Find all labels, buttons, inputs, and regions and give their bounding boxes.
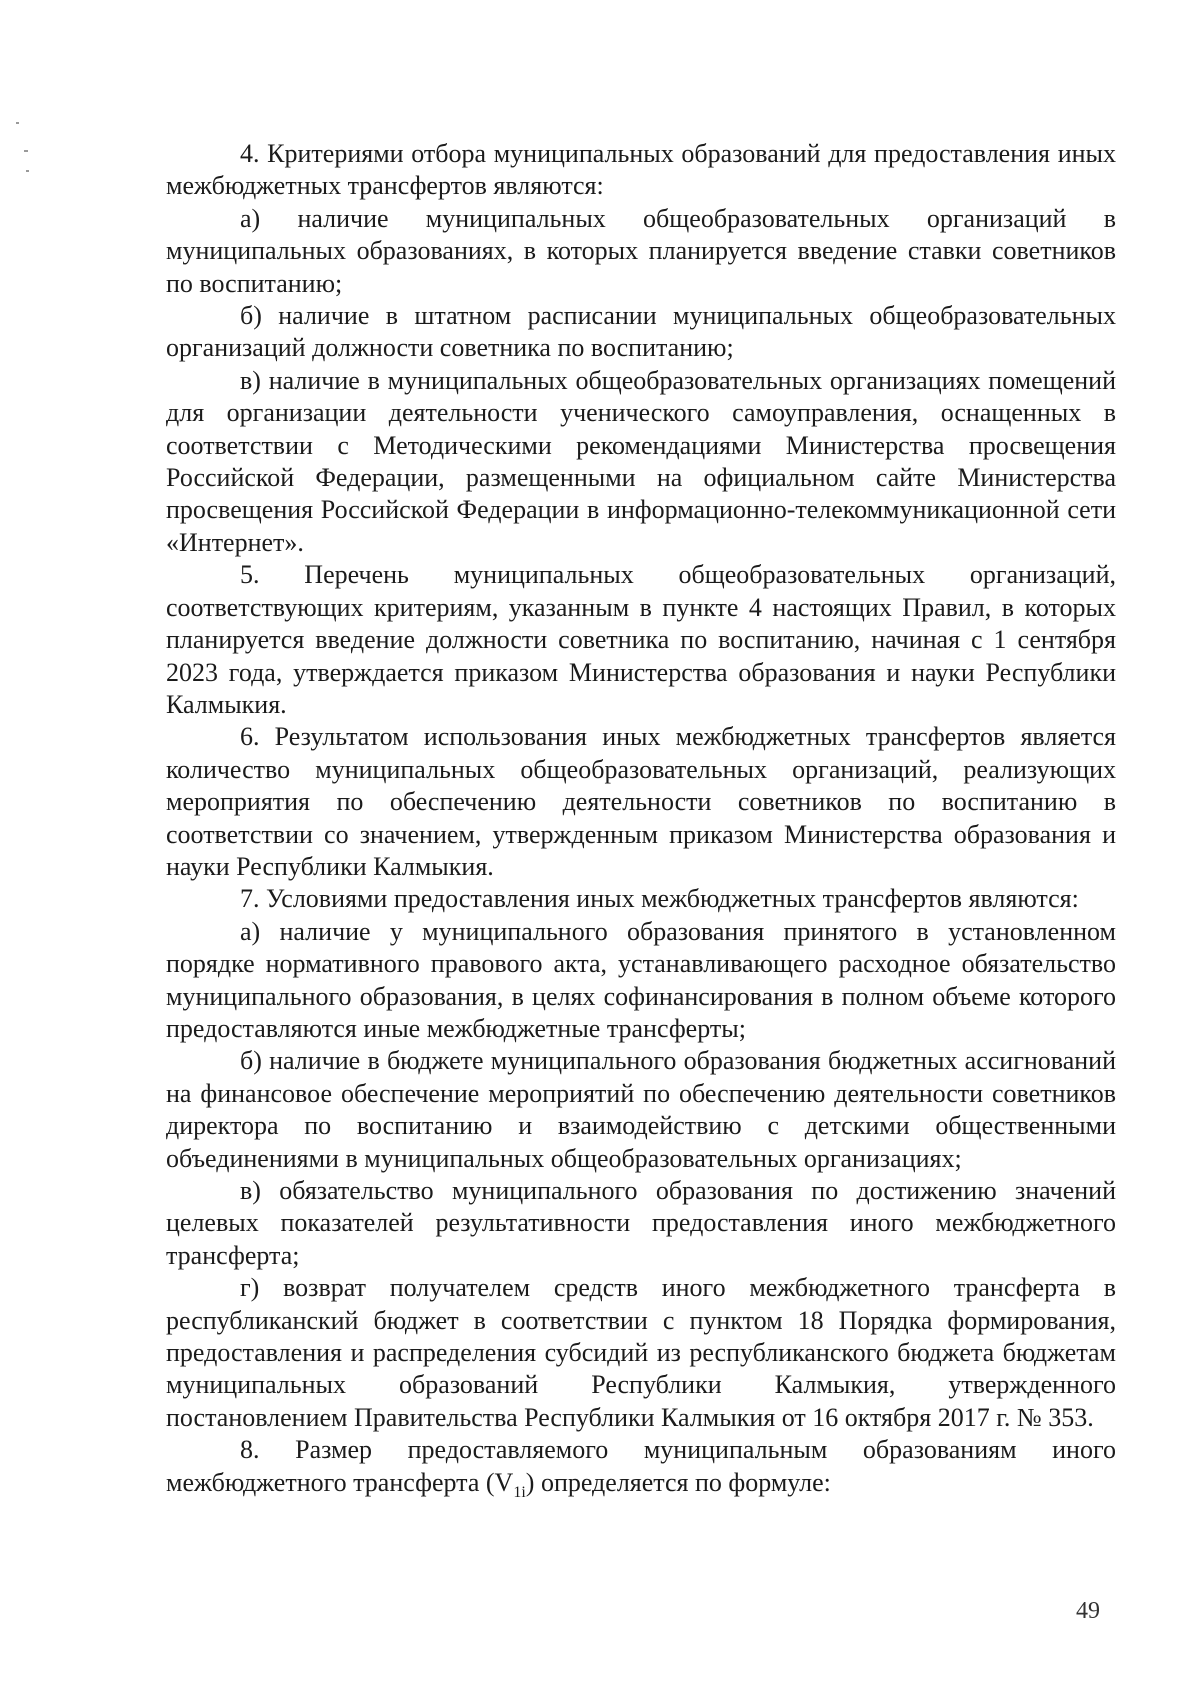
paragraph-6: 6. Результатом использования иных межбюджетных трансфертов является количество муниципальных общеобразовательных организаций, реализующих мероприятия по обеспечению деятельности советников по воспитанию в соответствии со значением, утвержденным приказом Министерства образования и науки Республики Калмыкия. [166, 722, 1116, 881]
paragraph-8-text-end: ) определяется по формуле: [525, 1467, 831, 1497]
document-body [166, 138, 1116, 1509]
paragraph-7: 7. Условиями предоставления иных межбюджетных трансфертов являются: [240, 884, 1079, 914]
paragraph-7a: а) наличие у муниципального образования принятого в установленном порядке нормативного правового акта, устанавливающего расходное обязательство муниципального образования, в целях софинансирования в полном объеме которого предоставляются иные межбюджетные трансферты; [166, 916, 1116, 1043]
paragraph-7v: в) обязательство муниципального образования по достижению значений целевых показателей результативности предоставления иного межбюджетного трансферта; [166, 1176, 1116, 1270]
paragraph-4b: б) наличие в штатном расписании муниципальных общеобразовательных организаций должности советника по воспитанию; [166, 301, 1116, 363]
paragraph-8 [166, 1434, 1116, 1509]
paragraph-5: 5. Перечень муниципальных общеобразовательных организаций, соответствующих критериям, указанным в пункте 4 настоящих Правил, в которых планируется введение должности советника по воспитанию, начиная с 1 сентября 2023 года, утверждается приказом Министерства образования и науки Республики Калмыкия. [166, 560, 1116, 719]
formula-subscript: 1i [513, 1483, 526, 1501]
paragraph-4: 4. Критериями отбора муниципальных образований для предоставления иных межбюджетных трансфертов являются: [166, 139, 1116, 201]
scan-speck [26, 170, 29, 172]
paragraph-7g: г) возврат получателем средств иного межбюджетного трансферта в республиканский бюджет в соответствии с пунктом 18 Порядка формирования, предоставления и распределения субсидий из республиканского бюджета бюджетам муниципальных образований Республики Калмыкия, утвержденного постановлением Правительства Республики Калмыкия от 16 октября 2017 г. № 353. [166, 1273, 1116, 1432]
paragraph-4a: а) наличие муниципальных общеобразовательных организаций в муниципальных образованиях, в которых планируется введение ставки советников по воспитанию; [166, 203, 1116, 298]
page-number: 49 [1076, 1598, 1100, 1624]
scan-speck [16, 122, 19, 124]
paragraph-7b: б) наличие в бюджете муниципального образования бюджетных ассигнований на финансовое обеспечение мероприятий по обеспечению деятельности советников директора по воспитанию и взаимодействию с детскими общественными объединениями в муниципальных общеобразовательных организациях; [166, 1046, 1116, 1173]
paragraph-8-text: 8. Размер предоставляемого муниципальным образованиям иного межбюджетного трансферта (V [166, 1435, 1116, 1497]
scan-speck [24, 150, 28, 152]
paragraph-4v: в) наличие в муниципальных общеобразовательных организациях помещений для организации деятельности ученического самоуправления, оснащенных в соответствии с Методическими рекомендациями Министерства просвещения Российской Федерации, размещенными на официальном сайте Министерства просвещения Российской Федерации в информационно-телекоммуникационной сети «Интернет». [166, 365, 1116, 557]
